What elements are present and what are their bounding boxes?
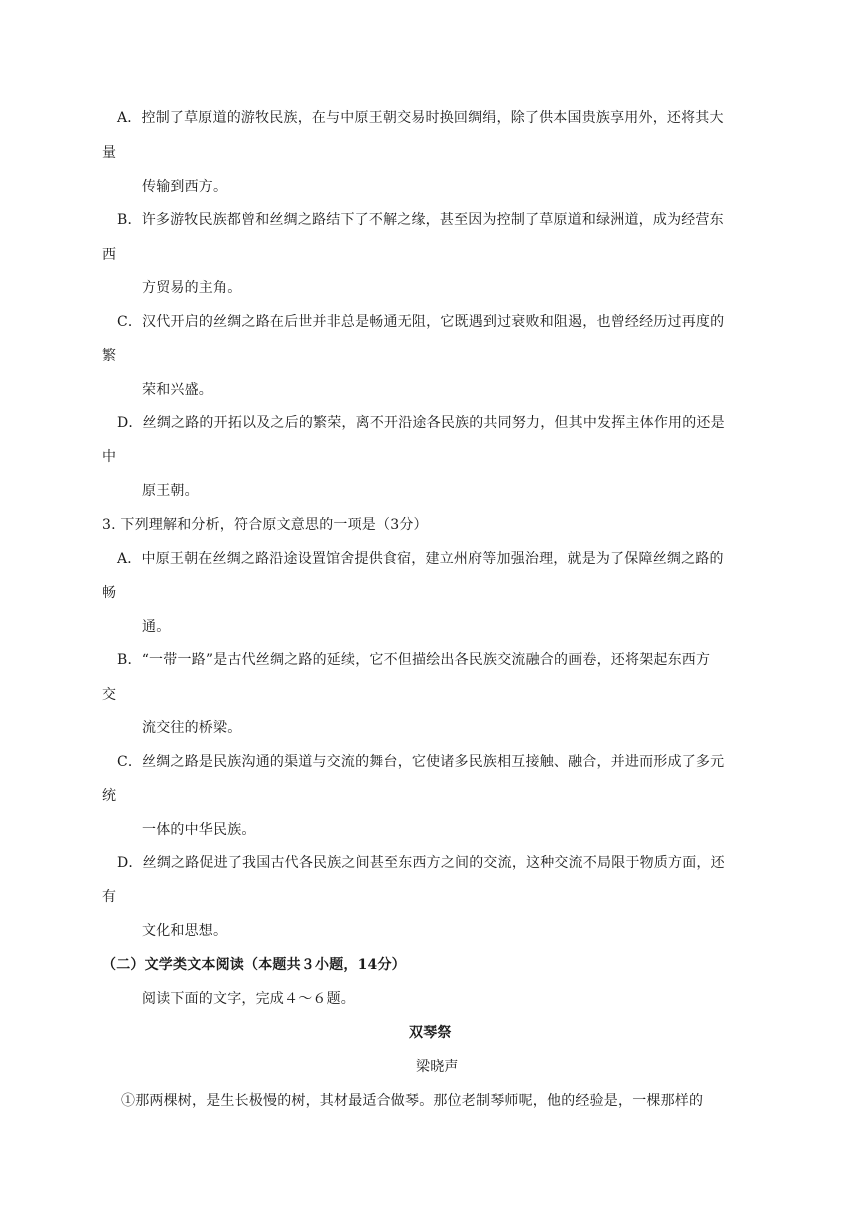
q3-option-a: A．中原王朝在丝绸之路沿途设置馆舍提供食宿，建立州府等加强治理，就是为了保障丝绸之路的 (117, 551, 724, 567)
reading-instruction: 阅读下面的文字，完成４～６题。 (142, 991, 355, 1007)
q2-option-d: D．丝绸之路的开拓以及之后的繁荣，离不开沿途各民族的共同努力，但其中发挥主体作用的还是 (117, 415, 725, 431)
q2-option-d-wrap: 中 (102, 449, 117, 465)
story-title: 双琴祭 (409, 1025, 452, 1041)
q3-option-d-wrap: 有 (102, 889, 117, 905)
q2-option-c: C．汉代开启的丝绸之路在后世并非总是畅通无阻，它既遇到过衰败和阻遏，也曾经经历过再度的 (117, 314, 725, 330)
q3-option-d: D．丝绸之路促进了我国古代各民族之间甚至东西方之间的交流，这种交流不局限于物质方面，还 (117, 855, 725, 871)
q3-option-c-cont: 一体的中华民族。 (142, 822, 256, 838)
q3-option-a-cont: 通。 (142, 619, 171, 635)
q2-option-a-cont: 传输到西方。 (142, 179, 228, 195)
q3-option-b-cont: 流交往的桥梁。 (142, 720, 242, 736)
q3-option-d-cont: 文化和思想。 (142, 923, 228, 939)
story-author: 梁晓声 (416, 1059, 459, 1075)
q3-option-c: C．丝绸之路是民族沟通的渠道与交流的舞台，它使诸多民族相互接触、融合，并进而形成了多元 (117, 754, 725, 770)
q2-option-d-cont: 原王朝。 (142, 483, 199, 499)
q2-option-b-cont: 方贸易的主角。 (142, 280, 242, 296)
q2-option-b-wrap: 西 (102, 247, 117, 263)
q2-option-c-wrap: 繁 (102, 348, 117, 364)
section-heading: （二）文学类文本阅读（本题共３小题，14分） (102, 957, 406, 973)
q2-option-a-wrap: 量 (102, 145, 117, 161)
q3-option-b-wrap: 交 (102, 687, 117, 703)
story-paragraph-1: ①那两棵树，是生长极慢的树，其材最适合做琴。那位老制琴师呢，他的经验是，一棵那样的 (121, 1093, 704, 1109)
q3-option-a-wrap: 畅 (102, 585, 117, 601)
q2-option-b: B．许多游牧民族都曾和丝绸之路结下了不解之缘，甚至因为控制了草原道和绿洲道，成为经营东 (117, 212, 724, 228)
q2-option-a: A．控制了草原道的游牧民族，在与中原王朝交易时换回绸绢，除了供本国贵族享用外，还将其大 (117, 110, 724, 126)
q3-stem: 3. 下列理解和分析，符合原文意思的一项是（3分） (102, 517, 428, 533)
q3-option-b: B．“一带一路”是古代丝绸之路的延续，它不但描绘出各民族交流融合的画卷，还将架起东西方 (117, 652, 711, 668)
q3-option-c-wrap: 统 (102, 788, 117, 804)
q2-option-c-cont: 荣和兴盛。 (142, 382, 213, 398)
